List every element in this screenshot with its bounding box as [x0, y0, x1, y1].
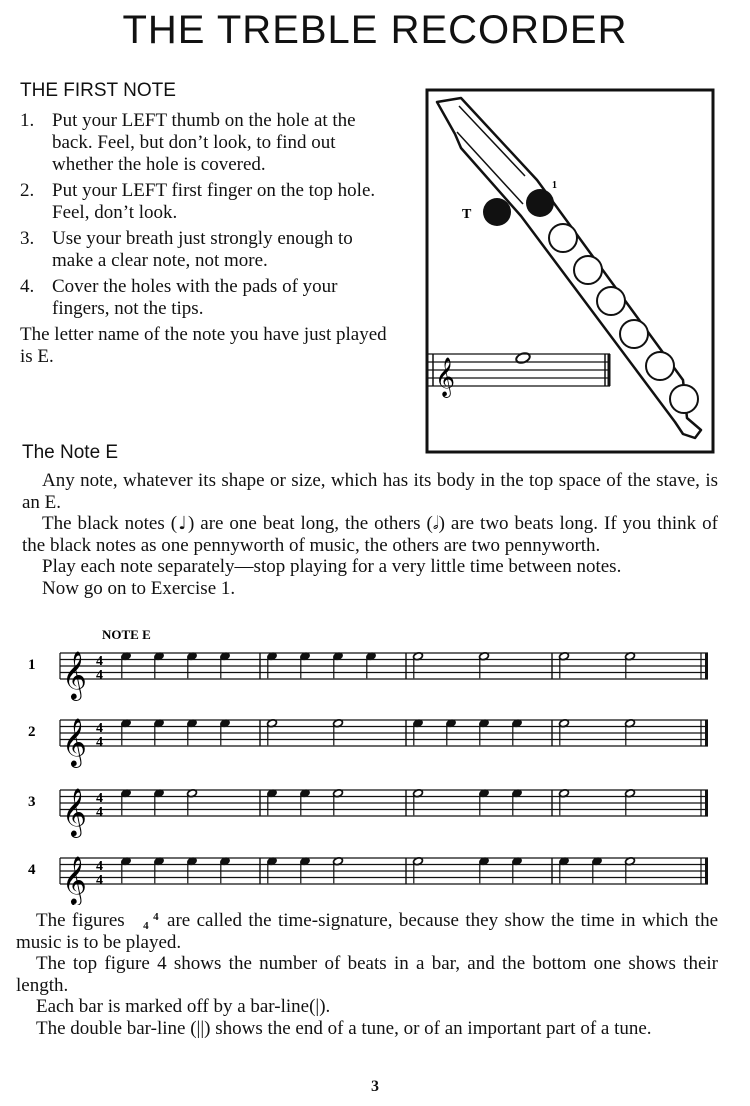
- exercise-label: NOTE E: [102, 627, 151, 642]
- note-e-text: [22, 470, 718, 599]
- time-sig-bottom: 4: [96, 873, 103, 888]
- page-title: THE TREBLE RECORDER: [122, 8, 628, 52]
- exercise-staff: [28, 787, 708, 838]
- hole-open: [620, 320, 648, 348]
- treble-clef-icon: 𝄞: [435, 357, 456, 397]
- recorder-fingering-diagram: [425, 88, 715, 454]
- hole-open: [574, 256, 602, 284]
- treble-clef-icon: 𝄞: [62, 650, 87, 699]
- hole-open: [549, 224, 577, 252]
- treble-clef-icon: 𝄞: [62, 855, 87, 904]
- note-e-para-4: Now go on to Exercise 1.: [42, 577, 236, 599]
- time-signature-text: [16, 910, 718, 1039]
- finger-label: 1: [552, 180, 557, 191]
- time-sig-top: 4: [96, 859, 103, 874]
- step-item: 1. Put your LEFT thumb on the hole at the back. Feel, but don’t look, to find out whether the hole is covered.: [20, 110, 356, 175]
- hole-open: [646, 352, 674, 380]
- time-sig-bottom: 4: [96, 668, 103, 683]
- time-sig-top: 4: [96, 721, 103, 736]
- time-sig-top: 4: [96, 654, 103, 669]
- note-e-para-1: Any note, whatever its shape or size, which has its body in the top space of the stave, is an E.: [22, 470, 718, 513]
- first-hole-closed: [526, 189, 554, 217]
- step-item: 3. Use your breath just strongly enough to make a clear note, not more.: [20, 228, 353, 271]
- first-note-conclusion: The letter name of the note you have just played is E.: [20, 324, 387, 367]
- treble-clef-icon: 𝄞: [62, 787, 87, 836]
- footer-para-4: The double bar-line (||) shows the end of a tune, or of an important part of a tune.: [36, 1017, 652, 1039]
- thumb-label: T: [462, 207, 472, 222]
- page-number: 3: [371, 1078, 379, 1095]
- thumb-hole-closed: [483, 198, 511, 226]
- time-sig-bottom: 4: [96, 805, 103, 820]
- first-note-steps: [20, 110, 392, 368]
- half-note-icon: 𝅗𝅥: [432, 513, 439, 534]
- exercise-number: 4: [28, 862, 36, 878]
- footer-para-3: Each bar is marked off by a bar-line(|).: [36, 996, 331, 1017]
- first-note-heading: THE FIRST NOTE: [20, 80, 176, 101]
- step-item: 2. Put your LEFT first finger on the top hole. Feel, don’t look.: [20, 180, 376, 223]
- exercise-number: 2: [28, 724, 36, 740]
- note-e-para-3: Play each note separately—stop playing for a very little time between notes.: [42, 556, 622, 577]
- hole-open: [670, 385, 698, 413]
- footer-para-1: The figures 4 4 are called the time-signature, because they show the time in which the music is to be played.: [16, 910, 718, 953]
- exercise-staff: [28, 717, 708, 768]
- time-sig-bottom: 4: [96, 735, 103, 750]
- footer-para-2: The top figure 4 shows the number of beats in a bar, and the bottom one shows their length.: [16, 953, 718, 996]
- time-signature-icon: 4 4: [143, 910, 159, 932]
- exercise-staves: [0, 625, 750, 905]
- exercise-number: 3: [28, 794, 36, 810]
- exercise-number: 1: [28, 657, 36, 673]
- exercise-staff: [28, 650, 708, 701]
- quarter-note-icon: ♩: [177, 513, 188, 534]
- hole-open: [597, 287, 625, 315]
- exercise-staff: [28, 855, 708, 905]
- time-sig-top: 4: [96, 791, 103, 806]
- note-e-heading: The Note E: [22, 442, 119, 463]
- note-e-para-2: The black notes (♩) are one beat long, the others (𝅗𝅥) are two beats long. If you think of the black notes as one pennyworth of music, the others are two pennyworth.: [22, 513, 718, 556]
- step-item: 4. Cover the holes with the pads of your fingers, not the tips.: [20, 276, 338, 319]
- treble-clef-icon: 𝄞: [62, 717, 87, 766]
